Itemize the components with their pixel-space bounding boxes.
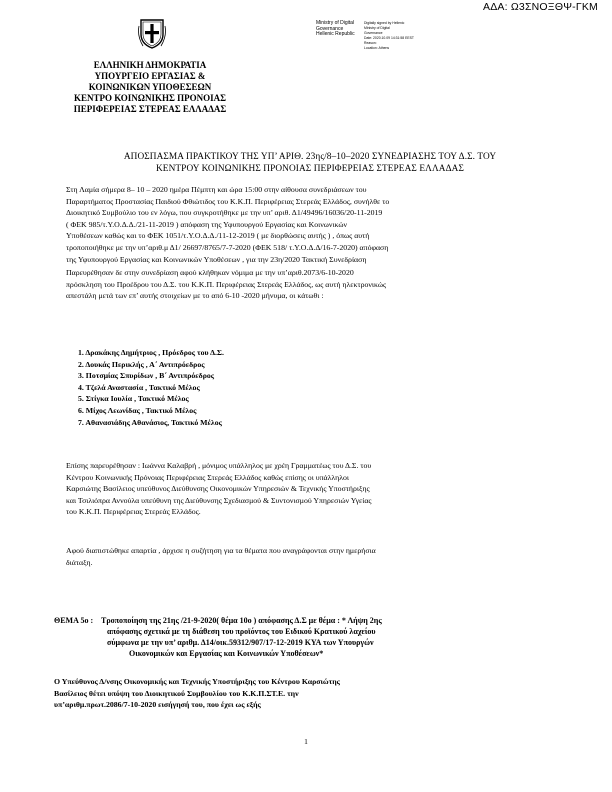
signature-line: Governance	[364, 31, 383, 35]
paragraph-line: του Κ.Κ.Π. Περιφέρειας Στερεάς Ελλάδος.	[66, 507, 201, 517]
paragraph-line: Διοικητικό Συμβούλιο του εν λόγω, που συγκροτήθηκε με την υπ’ αριθ. Δ1/49496/16036/20-11-2019	[66, 208, 383, 218]
signature-line: Date: 2020.10.09 14:31:58 EEST	[364, 36, 414, 40]
paragraph-line: Στη Λαμία σήμερα 8– 10 – 2020 ημέρα Πέμπτη και ώρα 15:00 στην αίθουσα συνεδριάσεων του	[66, 185, 367, 194]
list-item: 4. Τζελά Αναστασία , Τακτικό Μέλος	[78, 382, 200, 392]
org-line: ΚΟΙΝΩΝΙΚΩΝ ΥΠΟΘΕΣΕΩΝ	[88, 82, 212, 92]
signature-line: Ministry of Digital	[364, 26, 390, 30]
digital-signature-block	[364, 21, 434, 51]
subject-line: Οικονομικών και Εργασίας και Κοινωνικών Υποθέσεων*	[129, 649, 324, 658]
agenda-item-subject	[101, 615, 541, 659]
proposal-paragraph	[54, 676, 542, 711]
paragraph-line: τροποποιήθηκε με την υπ’αριθ.μ Δ1/ 26697/8765/7-7-2020 (ΦΕΚ 518/ τ.Υ.Ο.Δ.Δ/16-7-2020) απόφαση	[66, 242, 389, 252]
org-line: ΕΛΛΗΝΙΚΗ ΔΗΜΟΚΡΑΤΙΑ	[93, 60, 207, 70]
paragraph-line: διάταξη.	[66, 557, 93, 567]
org-line: ΥΠΟΥΡΓΕΙΟ ΕΡΓΑΣΙΑΣ &	[94, 71, 206, 81]
signature-line: Reason:	[364, 41, 377, 45]
page-number: 1	[304, 737, 308, 746]
organization-header	[0, 60, 300, 115]
paragraph-line: Καρσιώτης Βασίλειος υπεύθυνος Διεύθυνσης Οικονομικών Υπηρεσιών & Τεχνικής Υποστήριξης	[66, 484, 370, 494]
ministry-line: Governance	[316, 25, 344, 32]
list-item: 7. Αθανασιάδης Αθανάσιος, Τακτικό Μέλος	[78, 417, 222, 427]
subject-line: Τροποποίηση της 21ης /21-9-2020( θέμα 10ο ) απόφασης Δ.Σ με θέμα : * Λήψη 2ης	[101, 616, 382, 625]
list-item: 5. Στίγκα Ιουλία , Τακτικό Μέλος	[78, 394, 189, 404]
also-present-paragraph	[66, 460, 542, 518]
title-line: ΚΕΝΤΡΟΥ ΚΟΙΝΩΝΙΚΗΣ ΠΡΟΝΟΙΑΣ ΠΕΡΙΦΕΡΕΙΑΣ ΣΤΕΡΕΑΣ ΕΛΛΑΔΑΣ	[155, 163, 465, 174]
paragraph-line: υπ’αριθμ.πρωτ.2086/7-10-2020 εισήγησή του, που έχει ως εξής	[54, 700, 261, 710]
signature-line: Digitally signed by Hellenic	[364, 21, 405, 25]
paragraph-line: ( ΦΕΚ 985/τ.Υ.Ο.Δ.Δ./21-11-2019 ) απόφαση της Υφυπουργού Εργασίας και Κοινωνικών	[66, 219, 348, 229]
signature-line: Location: Athens	[364, 46, 390, 50]
subject-line: απόφασης σχετικά με τη διάθεση του προϊόντος του Ειδικού Κρατικού λαχείου	[107, 627, 376, 636]
paragraph-line: πρόσκληση του Προέδρου του Δ.Σ. του Κ.Κ.Π. Περιφέρειας Στερεάς Ελλάδος, ως αυτή ηλεκτρονικώς	[66, 279, 387, 289]
paragraph-line: και Τσιλιόπρα Αννούλα υπεύθυνη της Διεύθυνσης Σχεδιασμού & Συντονισμού Υπηρεσιών Υγείας	[66, 495, 372, 505]
paragraph-line: Επίσης παρευρέθησαν : Ιωάννα Καλαβρή , μόνιμος υπάλληλος με χρέη Γραμματέως του Δ.Σ. του	[66, 461, 372, 470]
list-item: 1. Δρακάκης Δημήτριος , Πρόεδρος του Δ.Σ.	[78, 348, 224, 357]
meeting-intro-paragraph	[66, 184, 542, 265]
ada-code: ΑΔΑ: Ω3ΣΝΟΞΘΨ-ΓΚΜ	[483, 1, 598, 13]
org-line: ΠΕΡΙΦΕΡΕΙΑΣ ΣΤΕΡΕΑΣ ΕΛΛΑΔΑΣ	[73, 104, 227, 114]
list-item: 2. Δουκάς Περικλής , Α΄ Αντιπρόεδρος	[78, 359, 205, 369]
paragraph-line: απεστάλη μετά των επ’ αυτής στοιχείων με το από 6-10 -2020 μήνυμα, οι κάτωθι :	[66, 291, 324, 301]
members-list	[78, 347, 224, 428]
list-item: 6. Μίχος Λεωνίδας , Τακτικό Μέλος	[78, 405, 197, 415]
attendance-paragraph	[66, 267, 542, 302]
title-line: ΑΠΟΣΠΑΣΜΑ ΠΡΑΚΤΙΚΟΥ ΤΗΣ ΥΠ’ ΑΡΙΘ. 23ης/8–10–2020 ΣΥΝΕΔΡΙΑΣΗΣ ΤΟΥ Δ.Σ. ΤΟΥ	[123, 152, 497, 162]
org-line: ΚΕΝΤΡΟ ΚΟΙΝΩΝΙΚΗΣ ΠΡΟΝΟΙΑΣ	[73, 93, 227, 103]
quorum-paragraph	[66, 545, 542, 568]
ministry-label	[316, 21, 355, 38]
agenda-item-label: ΘΕΜΑ 5ο :	[54, 616, 94, 625]
paragraph-line: Ο Υπεύθυνος Δ/νσης Οικονομικής και Τεχνικής Υποστήριξης του Κέντρου Καρσιώτης	[54, 677, 340, 686]
paragraph-line: Αφού διαπιστώθηκε απαρτία , άρχισε η συζήτηση για τα θέματα που αναγράφονται στην ημερήσια	[66, 546, 376, 555]
document-title	[50, 152, 570, 175]
paragraph-line: Κέντρου Κοινωνικής Πρόνοιας Περιφέρειας Στερεάς Ελλάδος καθώς επίσης οι υπάλληλοι	[66, 472, 349, 482]
paragraph-line: Παρευρέθησαν δε στην συνεδρίαση αφού κλήθηκαν νόμιμα με την υπ’αριθ.2073/6-10-2020	[66, 268, 354, 277]
paragraph-line: Υποθέσεων καθώς και το ΦΕΚ 1051/τ.Υ.Ο.Δ.Δ./11-12-2019 ( με διορθώσεις αυτής ) , όπως αυτή	[66, 231, 370, 241]
paragraph-line: Βασίλειος θέτει υπόψη του Διοικητικού Συμβουλίου του Κ.Κ.Π.ΣΤ.Ε. την	[54, 688, 299, 698]
list-item: 3. Ποτσμίας Σπυρίδων , Β΄ Αντιπρόεδρος	[78, 371, 215, 381]
ministry-line: Hellenic Republic	[316, 31, 355, 38]
subject-line: σύμφωνα με την υπ’ αριθμ. Δ14/οικ.59312/907/17-12-2019 ΚΥΑ των Υπουργών	[107, 638, 374, 647]
greek-emblem-icon	[137, 16, 167, 50]
paragraph-line: της Υφυπουργού Εργασίας και Κοινωνικών Υποθέσεων , για την 23η/2020 Τακτική Συνεδρίαση	[66, 254, 367, 264]
paragraph-line: Παραρτήματος Προστασίας Παιδιού Φθιώτιδος του Κ.Κ.Π. Περιφέρειας Στερεάς Ελλάδος, συνήλθε το	[66, 196, 390, 206]
ministry-line: Ministry of Digital	[316, 20, 355, 26]
